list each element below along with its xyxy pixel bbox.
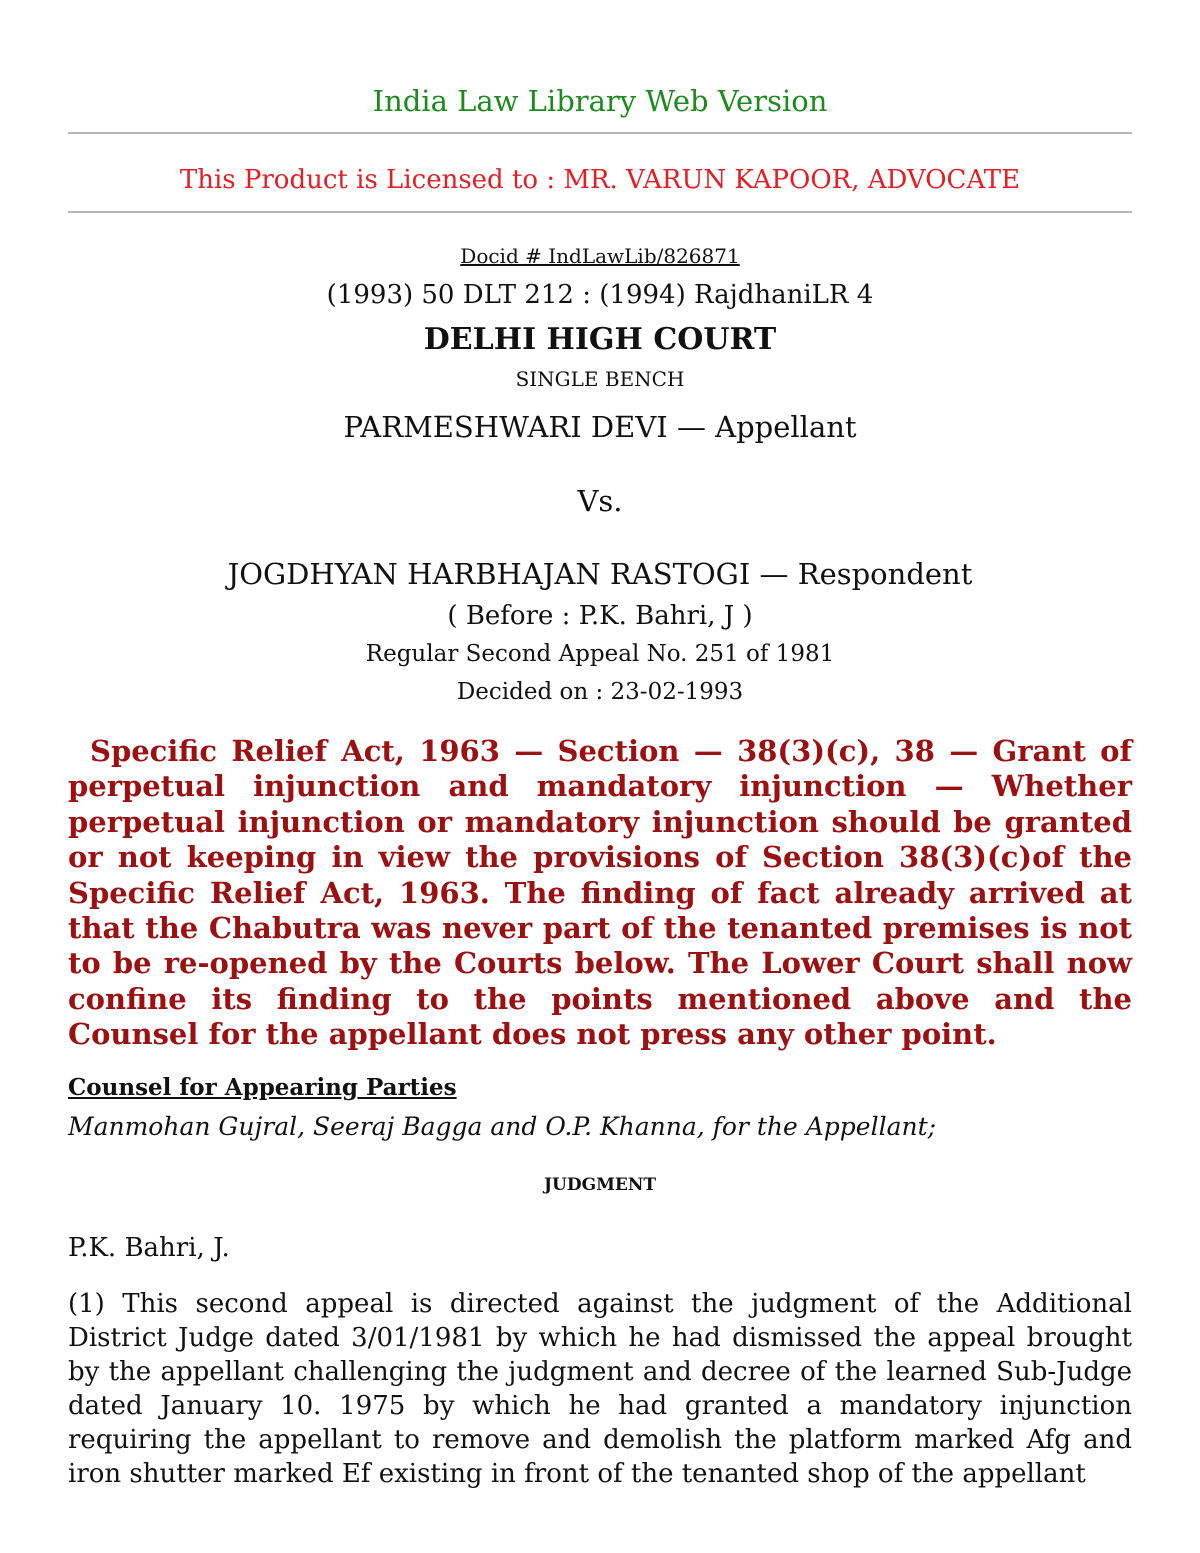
judgment-heading: JUDGMENT (543, 1175, 657, 1195)
license-notice: This Product is Licensed to : MR. VARUN KAPOOR, ADVOCATE (179, 165, 1021, 195)
headnote: Specific Relief Act, 1963 — Section — 38(3)(c), 38 — Grant of perpetual injunction and mandatory injunction — Whether perpetual injunction or mandatory injunction should be granted or not keeping in view the provisions of Section 38(3)(c)of the Specific Relief Act, 1963. The finding of fact already arrived at that the Chabutra was never part of the tenanted premises is not to be re-opened by the Courts below. The Lower Court shall now confine its finding to the points mentioned above and the Counsel for the appellant does not press any other point. (68, 734, 1132, 1052)
versus-line: Vs. (577, 484, 623, 518)
before-judge: ( Before : P.K. Bahri, J ) (447, 601, 753, 631)
respondent-line: JOGDHYAN HARBHAJAN RASTOGI — Respondent (227, 557, 973, 591)
counsel-heading: Counsel for Appearing Parties (68, 1074, 457, 1101)
appeal-number: Regular Second Appeal No. 251 of 1981 (365, 641, 835, 667)
docid-link[interactable]: Docid # IndLawLib/826871 (460, 244, 740, 268)
court-name: DELHI HIGH COURT (423, 322, 777, 357)
judge-name: P.K. Bahri, J. (68, 1233, 230, 1263)
header-divider-top (68, 132, 1132, 134)
appellant-line: PARMESHWARI DEVI — Appellant (343, 410, 857, 444)
header-divider-bottom (68, 211, 1132, 213)
judgment-paragraph: (1) This second appeal is directed against the judgment of the Additional District Judge dated 3/01/1981 by which he had dismissed the appeal brought by the appellant challenging the judgment and decree of the learned Sub-Judge dated January 10. 1975 by which he had granted a mandatory injunction requiring the appellant to remove and demolish the platform marked Afg and iron shutter marked Ef existing in front of the tenanted shop of the appellant (68, 1289, 1132, 1489)
library-title: India Law Library Web Version (372, 84, 828, 118)
bench-type: SINGLE BENCH (515, 367, 685, 391)
counsel-text: Manmohan Gujral, Seeraj Bagga and O.P. Khanna, for the Appellant; (68, 1112, 937, 1141)
decided-date: Decided on : 23-02-1993 (456, 679, 744, 705)
case-citation: (1993) 50 DLT 212 : (1994) RajdhaniLR 4 (326, 280, 874, 310)
